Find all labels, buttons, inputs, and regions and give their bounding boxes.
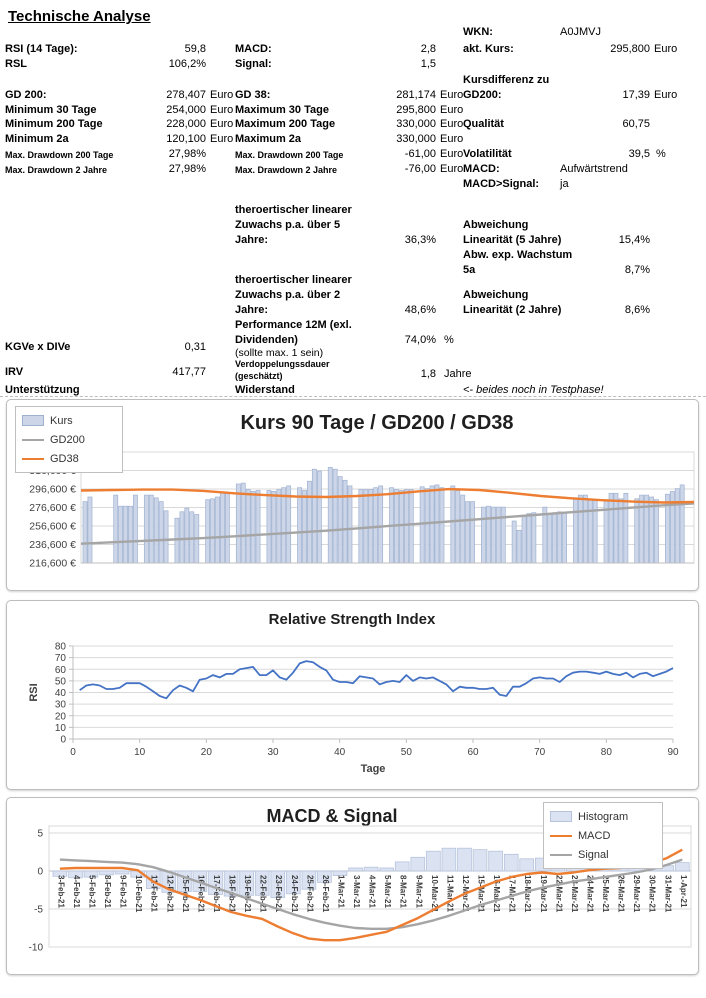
- max30-value: 295,800: [396, 104, 436, 116]
- legend-label: GD38: [50, 452, 79, 465]
- min2a-unit: Euro: [210, 133, 234, 145]
- abw5-value: 15,4%: [618, 234, 650, 246]
- rsl-label: RSL: [5, 58, 27, 70]
- svg-text:3-Mar-21: 3-Mar-21: [352, 875, 362, 908]
- svg-text:23-Mar-21: 23-Mar-21: [569, 875, 579, 913]
- signal-value: 1,5: [420, 58, 436, 70]
- macd-trend-value: Aufwärtstrend: [560, 163, 628, 175]
- zuwachs5-value: 36,3%: [404, 234, 436, 246]
- rsi-chart-title: Relative Strength Index: [268, 611, 436, 628]
- kursdiff-value: 17,39: [622, 89, 650, 101]
- rsi-chart-panel: [6, 600, 699, 790]
- legend-item-kurs: [22, 411, 114, 430]
- rsi-label: RSI (14 Tage):: [5, 43, 78, 55]
- signal-line-swatch-icon: [550, 854, 572, 856]
- svg-text:60: 60: [54, 664, 66, 676]
- max2a-unit: Euro: [440, 133, 464, 145]
- svg-text:25-Mar-21: 25-Mar-21: [601, 875, 611, 913]
- svg-text:10-Feb-21: 10-Feb-21: [134, 875, 144, 913]
- macd-gt-signal-label: MACD>Signal:: [463, 178, 540, 190]
- min30-label: Minimum 30 Tage: [5, 104, 97, 116]
- svg-text:25-Feb-21: 25-Feb-21: [305, 875, 315, 913]
- legend-label: Signal: [578, 848, 609, 861]
- abw2-line2: Linearität (2 Jahre): [463, 304, 562, 316]
- gd200-unit: Euro: [210, 89, 234, 101]
- svg-text:16-Feb-21: 16-Feb-21: [196, 875, 206, 913]
- zuwachs2-line3: Jahre:: [235, 304, 269, 316]
- svg-text:40: 40: [54, 688, 66, 699]
- legend-item-macd: [550, 826, 654, 845]
- dd2jb-unit: Euro: [440, 163, 464, 175]
- svg-text:17-Mar-21: 17-Mar-21: [507, 875, 517, 913]
- macd-trend-label: MACD:: [463, 163, 500, 175]
- min30-value: 254,000: [166, 104, 206, 116]
- zuwachs2-line2: Zuwachs p.a. über 2: [235, 289, 341, 301]
- svg-text:9-Mar-21: 9-Mar-21: [414, 875, 424, 908]
- svg-text:10: 10: [54, 722, 66, 734]
- svg-text:80: 80: [54, 641, 66, 653]
- svg-text:50: 50: [400, 747, 412, 758]
- page-title: Technische Analyse: [8, 8, 151, 25]
- svg-text:256,600 €: 256,600 €: [29, 520, 76, 533]
- abw5-line2: Linearität (5 Jahre): [463, 234, 562, 246]
- svg-text:236,600 €: 236,600 €: [29, 539, 76, 551]
- abw5-line1: Abweichung: [463, 219, 529, 231]
- svg-text:1-Mar-21: 1-Mar-21: [336, 875, 346, 908]
- rsi-chart: [7, 601, 698, 789]
- vola-value: 39,5: [628, 148, 650, 160]
- svg-text:11-Mar-21: 11-Mar-21: [445, 875, 455, 912]
- svg-text:0: 0: [37, 866, 43, 878]
- kurs-swatch-icon: [22, 415, 44, 426]
- svg-text:0: 0: [60, 734, 66, 746]
- svg-text:30: 30: [267, 747, 279, 758]
- svg-text:8-Mar-21: 8-Mar-21: [398, 875, 408, 908]
- svg-text:11-Feb-21: 11-Feb-21: [149, 875, 159, 912]
- kursdiff-label-2: GD200:: [463, 89, 502, 101]
- dd200b-label: Max. Drawdown 200 Tage: [235, 150, 344, 160]
- svg-text:30: 30: [54, 699, 66, 711]
- macd-gt-signal-value: ja: [560, 178, 569, 190]
- zuwachs5-line2: Zuwachs p.a. über 5: [235, 219, 341, 231]
- dd2j-label: Max. Drawdown 2 Jahre: [5, 165, 108, 175]
- unterstuetzung-label: Unterstützung: [5, 384, 80, 396]
- svg-text:18-Feb-21: 18-Feb-21: [227, 875, 237, 913]
- svg-text:12-Feb-21: 12-Feb-21: [165, 875, 175, 913]
- histogram-swatch-icon: [550, 811, 572, 822]
- svg-text:50: 50: [54, 676, 66, 688]
- svg-text:17-Feb-21: 17-Feb-21: [211, 875, 221, 913]
- svg-text:15-Mar-21: 15-Mar-21: [476, 875, 486, 913]
- max200-value: 330,000: [396, 118, 436, 130]
- gd38-unit: Euro: [440, 89, 464, 101]
- gd200-line: [81, 503, 694, 543]
- svg-text:31-Mar-21: 31-Mar-21: [663, 875, 673, 913]
- qualitaet-label: Qualität: [463, 118, 504, 130]
- max200-label: Maximum 200 Tage: [235, 118, 336, 130]
- signal-label: Signal:: [235, 58, 272, 70]
- min2a-value: 120,100: [166, 133, 206, 145]
- verd-value: 1,8: [420, 368, 436, 380]
- svg-text:-5: -5: [34, 904, 43, 916]
- abwexp-line1: Abw. exp. Wachstum: [463, 249, 573, 261]
- gd38-value: 281,174: [396, 89, 436, 101]
- svg-text:20: 20: [200, 747, 212, 758]
- legend-item-gd38: [22, 449, 114, 468]
- irv-value: 417,77: [172, 366, 206, 378]
- svg-text:22-Mar-21: 22-Mar-21: [554, 875, 564, 913]
- svg-text:3-Feb-21: 3-Feb-21: [56, 875, 66, 908]
- kgve-label: KGVe x DIVe: [5, 341, 71, 353]
- testphase-note: <- beides noch in Testphase!: [463, 384, 604, 396]
- rsi-value: 59,8: [184, 43, 206, 55]
- min200-label: Minimum 200 Tage: [5, 118, 103, 130]
- irv-label: IRV: [5, 366, 24, 378]
- svg-text:23-Feb-21: 23-Feb-21: [274, 875, 284, 913]
- legend-label: Kurs: [50, 414, 73, 427]
- rsl-value: 106,2%: [168, 58, 206, 70]
- svg-text:8-Feb-21: 8-Feb-21: [103, 875, 113, 908]
- gd200-label: GD 200:: [5, 89, 47, 101]
- macd-chart-panel: [6, 797, 699, 975]
- dd2jb-label: Max. Drawdown 2 Jahre: [235, 165, 338, 175]
- macd-line-swatch-icon: [550, 835, 572, 837]
- kurs-chart-title: Kurs 90 Tage / GD200 / GD38: [240, 412, 514, 434]
- svg-text:80: 80: [600, 747, 612, 758]
- svg-text:40: 40: [334, 747, 346, 758]
- min200-unit: Euro: [210, 118, 234, 130]
- macd-value: 2,8: [420, 43, 436, 55]
- svg-text:30-Mar-21: 30-Mar-21: [647, 875, 657, 913]
- svg-text:5: 5: [37, 828, 43, 840]
- zuwachs2-line1: theroertischer linearer: [235, 274, 352, 286]
- gd38-line: [81, 489, 694, 502]
- kurs-chart-panel: [6, 399, 699, 591]
- gd38-line-swatch-icon: [22, 458, 44, 460]
- svg-text:10-Mar-21: 10-Mar-21: [429, 875, 439, 913]
- verd-line2: (geschätzt): [235, 371, 283, 381]
- kgve-value: 0,31: [184, 341, 206, 353]
- verd-unit: Jahre: [444, 368, 472, 380]
- verd-line1: Verdoppelungssdauer: [235, 359, 330, 369]
- svg-text:60: 60: [467, 747, 479, 758]
- perf-unit: %: [444, 334, 454, 346]
- legend-item-histogram: [550, 807, 654, 826]
- svg-text:276,600 €: 276,600 €: [29, 502, 76, 514]
- svg-text:18-Mar-21: 18-Mar-21: [523, 875, 533, 913]
- vola-label: Volatilität: [463, 148, 512, 160]
- abwexp-value: 8,7%: [624, 264, 650, 276]
- macd-label: MACD:: [235, 43, 272, 55]
- svg-text:1-Apr-21: 1-Apr-21: [678, 875, 688, 908]
- perf-line1: Performance 12M (exl.: [235, 319, 352, 331]
- svg-text:15-Feb-21: 15-Feb-21: [180, 875, 190, 913]
- akt-kurs-unit: Euro: [654, 43, 678, 55]
- max2a-value: 330,000: [396, 133, 436, 145]
- kurs-bars: [83, 467, 684, 563]
- vola-unit: %: [656, 148, 666, 160]
- qualitaet-value: 60,75: [622, 118, 650, 130]
- rsi-gridlines: [73, 646, 673, 739]
- svg-text:RSI: RSI: [28, 683, 40, 702]
- kursdiff-label-1: Kursdifferenz zu: [463, 74, 550, 86]
- svg-text:16-Mar-21: 16-Mar-21: [492, 875, 502, 913]
- macd-chart-title: MACD & Signal: [266, 806, 398, 826]
- svg-text:20: 20: [54, 711, 66, 723]
- wkn-value: A0JMVJ: [560, 26, 601, 38]
- gd200-value: 278,407: [166, 89, 206, 101]
- svg-text:26-Feb-21: 26-Feb-21: [320, 875, 330, 913]
- svg-text:-10: -10: [28, 942, 43, 954]
- macd-chart-legend: [543, 802, 663, 869]
- wkn-label: WKN:: [463, 26, 493, 38]
- legend-item-signal: [550, 845, 654, 864]
- svg-text:296,600 €: 296,600 €: [29, 483, 76, 496]
- dd2j-value: 27,98%: [168, 163, 206, 175]
- svg-text:Tage: Tage: [360, 763, 386, 775]
- kgve-note: (sollte max. 1 sein): [235, 347, 324, 359]
- kursdiff-unit: Euro: [654, 89, 678, 101]
- perf-value: 74,0%: [404, 334, 436, 346]
- zuwachs5-line1: theroertischer linearer: [235, 204, 352, 216]
- svg-text:216,600 €: 216,600 €: [29, 557, 76, 570]
- svg-text:0: 0: [70, 747, 76, 758]
- kurs-chart-legend: [15, 406, 123, 473]
- legend-label: Histogram: [578, 810, 629, 823]
- perf-line2: Dividenden): [235, 334, 298, 346]
- svg-text:70: 70: [54, 653, 66, 665]
- svg-text:10: 10: [134, 747, 146, 758]
- dd200b-unit: Euro: [440, 148, 464, 160]
- svg-text:5-Mar-21: 5-Mar-21: [383, 875, 393, 908]
- svg-text:12-Mar-21: 12-Mar-21: [460, 875, 470, 913]
- svg-text:29-Mar-21: 29-Mar-21: [632, 875, 642, 913]
- zuwachs2-value: 48,6%: [404, 304, 436, 316]
- dd200-label: Max. Drawdown 200 Tage: [5, 150, 114, 160]
- svg-text:19-Feb-21: 19-Feb-21: [243, 875, 253, 913]
- svg-text:4-Mar-21: 4-Mar-21: [367, 875, 377, 908]
- widerstand-label: Widerstand: [235, 384, 295, 396]
- akt-kurs-label: akt. Kurs:: [463, 43, 514, 55]
- min200-value: 228,000: [166, 118, 206, 130]
- kurs-gridlines: [81, 471, 694, 564]
- zuwachs5-line3: Jahre:: [235, 234, 269, 246]
- svg-text:26-Mar-21: 26-Mar-21: [616, 875, 626, 913]
- gd200-line-swatch-icon: [22, 439, 44, 441]
- min2a-label: Minimum 2a: [5, 133, 69, 145]
- abwexp-line2: 5a: [463, 264, 476, 276]
- dd2jb-value: -76,00: [404, 163, 436, 175]
- svg-text:24-Feb-21: 24-Feb-21: [289, 875, 299, 913]
- max2a-label: Maximum 2a: [235, 133, 302, 145]
- svg-text:70: 70: [534, 747, 546, 758]
- gd38-label: GD 38:: [235, 89, 271, 101]
- max30-label: Maximum 30 Tage: [235, 104, 329, 116]
- svg-text:24-Mar-21: 24-Mar-21: [585, 875, 595, 913]
- svg-text:22-Feb-21: 22-Feb-21: [258, 875, 268, 913]
- legend-item-gd200: [22, 430, 114, 449]
- max30-unit: Euro: [440, 104, 464, 116]
- dd200-value: 27,98%: [168, 148, 206, 160]
- max200-unit: Euro: [440, 118, 464, 130]
- dd200b-value: -61,00: [404, 148, 436, 160]
- abw2-line1: Abweichung: [463, 289, 529, 301]
- print-page-break-line: [0, 396, 706, 397]
- svg-text:19-Mar-21: 19-Mar-21: [538, 875, 548, 913]
- svg-text:5-Feb-21: 5-Feb-21: [87, 875, 97, 908]
- svg-text:9-Feb-21: 9-Feb-21: [118, 875, 128, 908]
- min30-unit: Euro: [210, 104, 234, 116]
- akt-kurs-value: 295,800: [610, 43, 650, 55]
- svg-text:90: 90: [667, 747, 679, 758]
- legend-label: MACD: [578, 829, 611, 842]
- svg-text:4-Feb-21: 4-Feb-21: [71, 875, 81, 908]
- abw2-value: 8,6%: [624, 304, 650, 316]
- legend-label: GD200: [50, 433, 85, 446]
